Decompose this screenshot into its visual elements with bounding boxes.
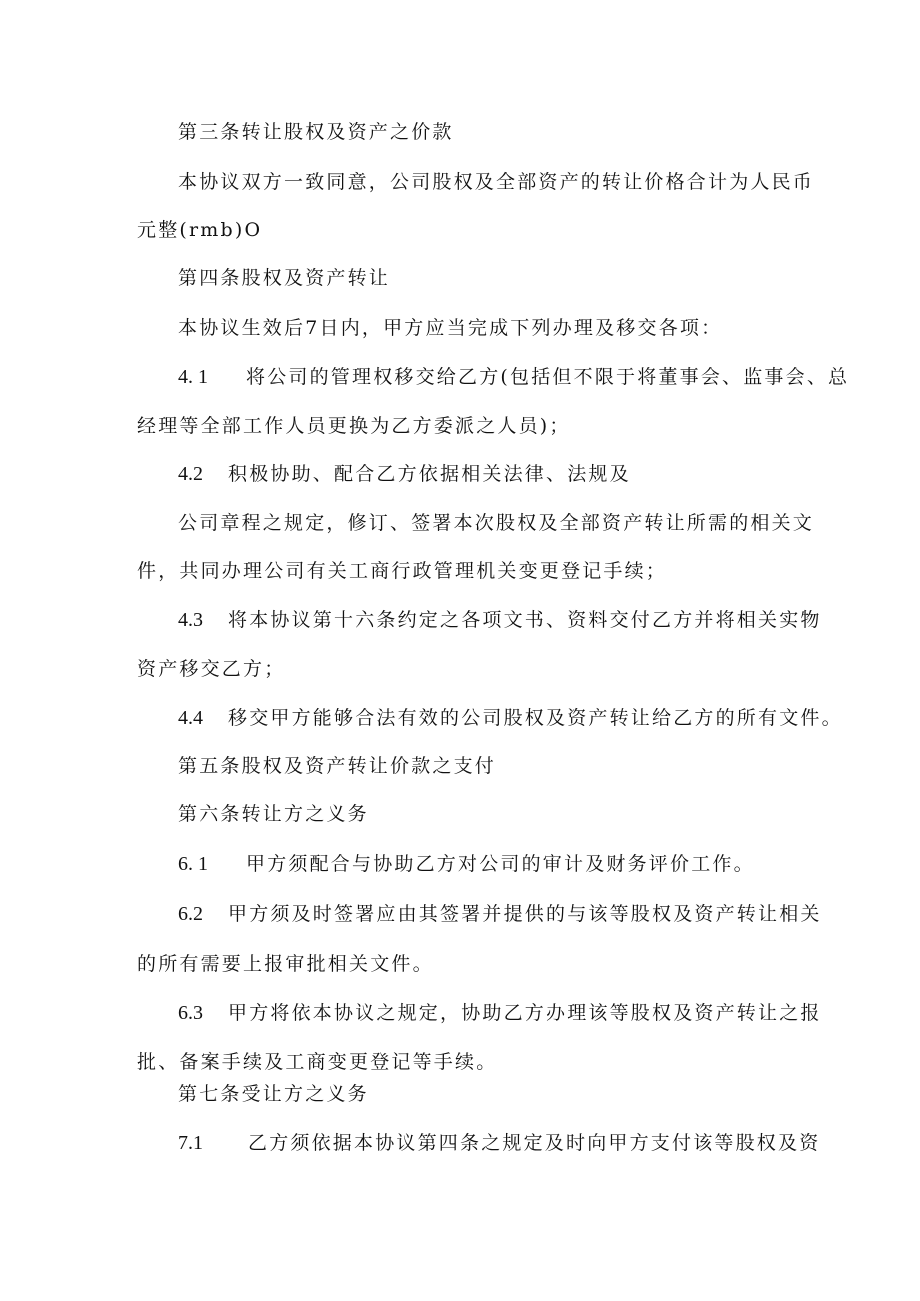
- clause-4-3-cont: [137, 657, 285, 681]
- line-text: 本协议生效后7日内，甲方应当完成下列办理及移交各项：: [178, 317, 723, 339]
- line-text: 乙方须依据本协议第四条之规定及时向甲方支付该等股权及资: [248, 1132, 821, 1154]
- clause-4-3: [178, 608, 822, 632]
- line-text: 第四条股权及资产转让: [178, 267, 391, 289]
- line-text: 元整(rmb)O: [137, 219, 263, 241]
- clause-4-2-cont-1: [178, 511, 814, 535]
- line-text: 资产移交乙方；: [137, 658, 286, 680]
- article-4-intro: [178, 316, 722, 340]
- line-text: 第六条转让方之义务: [178, 803, 369, 825]
- line-text: 甲方将依本协议之规定，协助乙方办理该等股权及资产转让之报: [228, 1002, 822, 1024]
- clause-4-2-cont-2: [137, 559, 667, 583]
- clause-6-3-cont: [137, 1050, 497, 1074]
- article-3-heading: [178, 120, 454, 144]
- clause-number: 6. 1: [178, 853, 208, 875]
- clause-4-1: [178, 365, 849, 389]
- article-3-paragraph: [178, 170, 814, 194]
- clause-6-3: [178, 1001, 822, 1025]
- clause-number: 4.3: [178, 609, 203, 631]
- line-text: 第五条股权及资产转让价款之支付: [178, 755, 497, 777]
- clause-number: 6.2: [178, 903, 203, 925]
- clause-number: 4. 1: [178, 366, 208, 388]
- line-text: 第三条转让股权及资产之价款: [178, 121, 454, 143]
- line-text: 的所有需要上报审批相关文件。: [137, 953, 434, 975]
- line-text: 本协议双方一致同意，公司股权及全部资产的转让价格合计为人民币: [178, 171, 815, 193]
- article-3-paragraph-cont: [137, 218, 262, 242]
- line-text: 经理等全部工作人员更换为乙方委派之人员)；: [137, 415, 571, 437]
- clause-4-1-cont: [137, 414, 571, 438]
- clause-6-2: [178, 902, 822, 926]
- line-text: 移交甲方能够合法有效的公司股权及资产转让给乙方的所有文件。: [228, 707, 843, 729]
- line-text: 将本协议第十六条约定之各项文书、资料交付乙方并将相关实物: [228, 609, 822, 631]
- line-text: 批、备案手续及工商变更登记等手续。: [137, 1051, 498, 1073]
- line-text: 甲方须配合与协助乙方对公司的审计及财务评价工作。: [246, 853, 755, 875]
- article-7-heading: [178, 1082, 369, 1106]
- clause-number: 4.2: [178, 463, 203, 485]
- line-text: 甲方须及时签署应由其签署并提供的与该等股权及资产转让相关: [228, 903, 822, 925]
- line-text: 第七条受让方之义务: [178, 1083, 369, 1105]
- clause-number: 7.1: [178, 1132, 203, 1154]
- clause-number: 4.4: [178, 707, 203, 729]
- line-text: 公司章程之规定，修订、签署本次股权及全部资产转让所需的相关文: [178, 512, 815, 534]
- article-6-heading: [178, 802, 369, 826]
- article-5-heading: [178, 754, 496, 778]
- line-text: 将公司的管理权移交给乙方(包括但不限于将董事会、监事会、总: [246, 366, 850, 388]
- clause-number: 6.3: [178, 1002, 203, 1024]
- clause-4-4: [178, 706, 843, 730]
- article-4-heading: [178, 266, 390, 290]
- line-text: 件，共同办理公司有关工商行政管理机关变更登记手续；: [137, 560, 668, 582]
- clause-7-1: [178, 1131, 820, 1155]
- line-text: 积极协助、配合乙方依据相关法律、法规及: [228, 463, 631, 485]
- clause-4-2: [178, 462, 631, 486]
- clause-6-1: [178, 852, 755, 876]
- clause-6-2-cont: [137, 952, 434, 976]
